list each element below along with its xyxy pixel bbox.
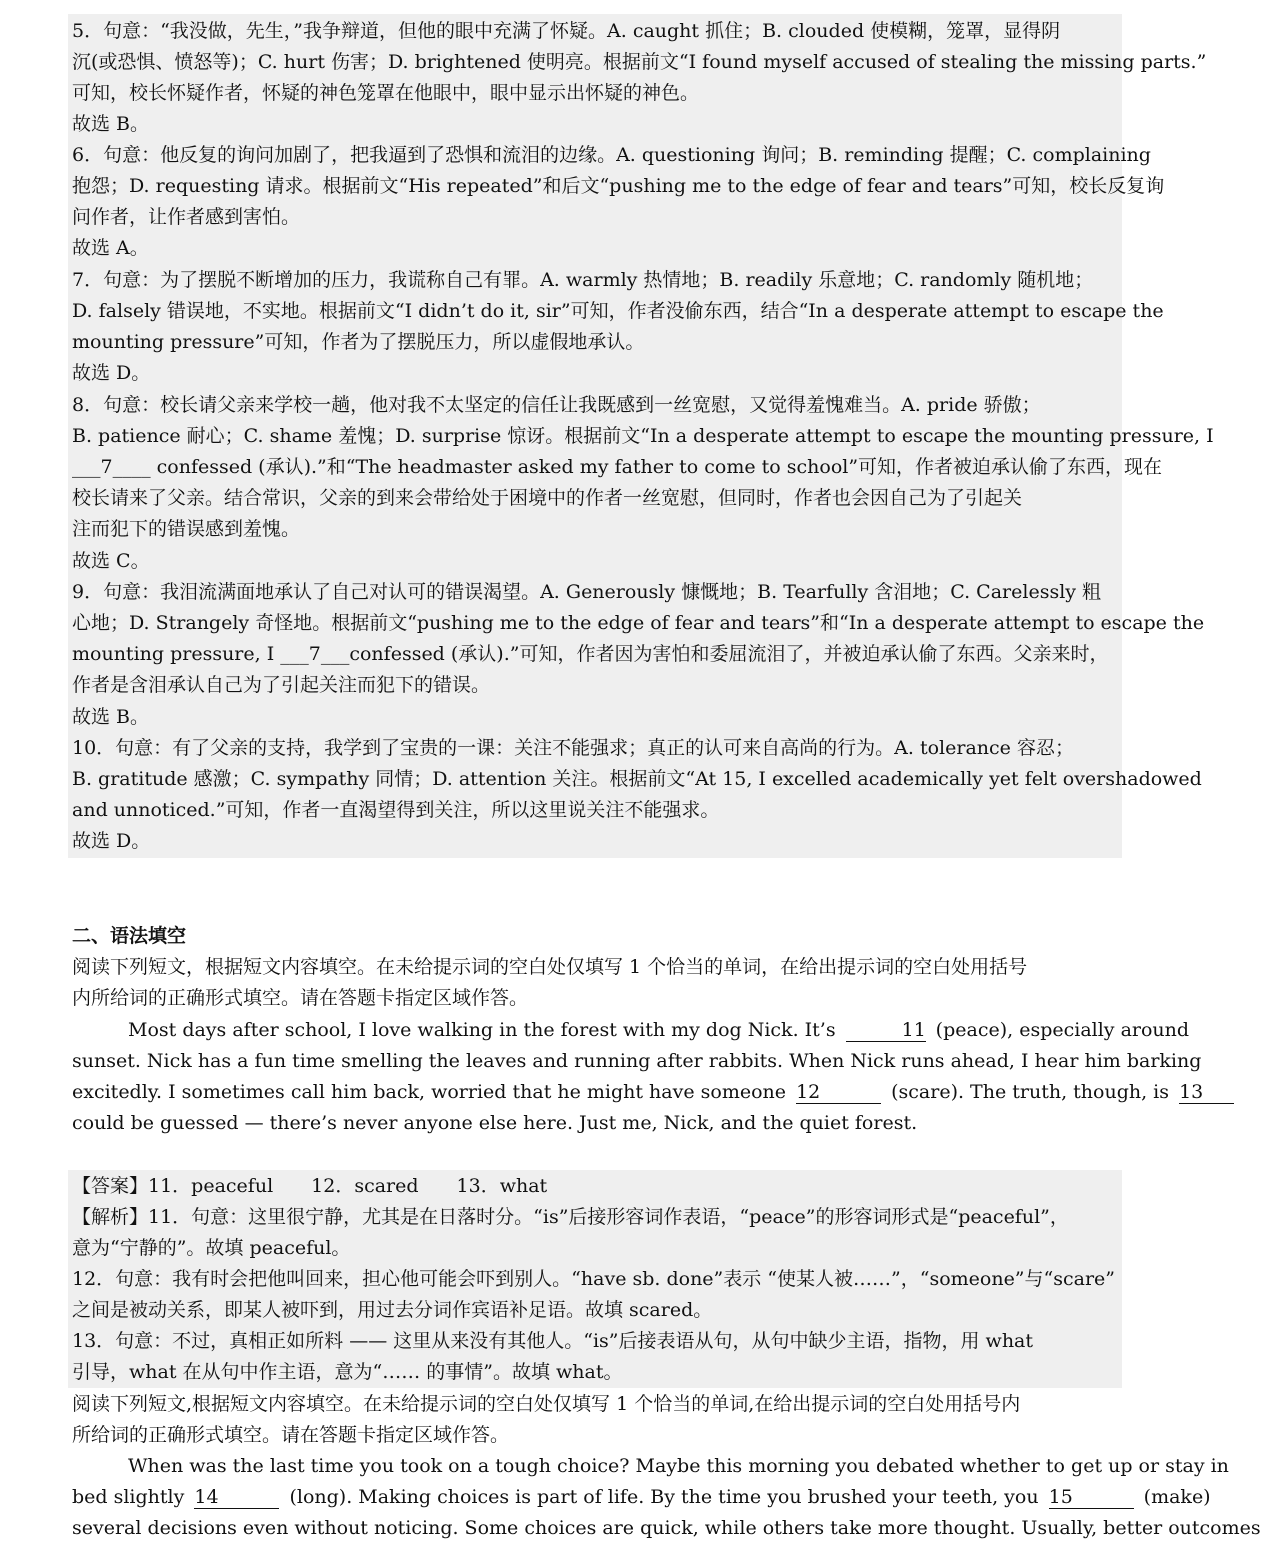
explanation-line: 注而犯下的错误感到羞愧。	[72, 518, 301, 540]
passage-line: When was the last time you took on a tough choice? Maybe this morning you debated whether to get up or stay in	[128, 1455, 1229, 1477]
explanation-line: ___7____ confessed (承认).”和“The headmaster asked my father to come to school”可知，作者被迫承认偷了东西，现在	[72, 456, 1163, 478]
instructions-line: 内所给词的正确形式填空。请在答题卡指定区域作答。	[72, 987, 529, 1009]
blank-14: 14	[194, 1486, 279, 1509]
explanation-line: B. gratitude 感激；C. sympathy 同情；D. attention 关注。根据前文“At 15, I excelled academically yet felt overshadowed	[72, 768, 1202, 790]
passage-line	[72, 1482, 1211, 1513]
passage-text: (long). Making choices is part of life. By the time you brushed your teeth, you	[289, 1486, 1039, 1508]
passage-text: (scare). The truth, though, is	[891, 1081, 1170, 1103]
analysis-line: 13．句意：不过，真相正如所料 —— 这里从来没有其他人。“is”后接表语从句，从句中缺少主语，指物，用 what	[72, 1330, 1034, 1352]
explanation-line: 10．句意：有了父亲的支持，我学到了宝贵的一课：关注不能强求；真正的认可来自高尚的行为。A. tolerance 容忍；	[72, 737, 1074, 759]
answer-choice-line: 故选 D。	[72, 362, 151, 384]
explanation-line: 问作者，让作者感到害怕。	[72, 206, 301, 228]
passage-line: sunset. Nick has a fun time smelling the leaves and running after rabbits. When Nick runs ahead, I hear him barking	[72, 1050, 1202, 1072]
passage-text: (make)	[1143, 1486, 1211, 1508]
explanation-line: and unnoticed.”可知，作者一直渴望得到关注，所以这里说关注不能强求。	[72, 799, 720, 821]
explanation-line: 8．句意：校长请父亲来学校一趟，他对我不太坚定的信任让我既感到一丝宽慰，又觉得羞愧难当。A. pride 骄傲；	[72, 394, 1041, 416]
instructions-line: 阅读下列短文,根据短文内容填空。在未给提示词的空白处仅填写 1 个恰当的单词,在给出提示词的空白处用括号内	[72, 1393, 1021, 1415]
explanation-line: B. patience 耐心；C. shame 羞愧；D. surprise 惊讶。根据前文“In a desperate attempt to escape the mounting pressure, I	[72, 425, 1214, 447]
instructions-line: 所给词的正确形式填空。请在答题卡指定区域作答。	[72, 1424, 510, 1446]
answer-choice-line: 故选 B。	[72, 113, 150, 135]
answer-choice-line: 故选 B。	[72, 706, 150, 728]
answer-choice-line: 故选 A。	[72, 237, 149, 259]
analysis-line: 【解析】11．句意：这里很宁静，尤其是在日落时分。“is”后接形容词作表语，“peace”的形容词形式是“peaceful”，	[72, 1206, 1069, 1228]
blank-15: 15	[1049, 1486, 1134, 1509]
answer-line: 【答案】11．peaceful 12．scared 13．what	[72, 1175, 548, 1197]
blank-13: 13	[1179, 1081, 1234, 1104]
explanation-line: D. falsely 错误地，不实地。根据前文“I didn’t do it, sir”可知，作者没偷东西，结合“In a desperate attempt to escape the	[72, 300, 1164, 322]
explanation-line: 心地；D. Strangely 奇怪地。根据前文“pushing me to the edge of fear and tears”和“In a desperate attempt to escape the	[72, 612, 1205, 634]
passage-text: excitedly. I sometimes call him back, worried that he might have someone	[72, 1081, 787, 1103]
section-heading: 二、语法填空	[72, 925, 187, 947]
explanation-line: 校长请来了父亲。结合常识，父亲的到来会带给处于困境中的作者一丝宽慰，但同时，作者也会因自己为了引起关	[72, 487, 1023, 509]
passage-line	[72, 1077, 1204, 1108]
analysis-line: 之间是被动关系，即某人被吓到，用过去分词作宾语补足语。故填 scared。	[72, 1299, 713, 1321]
answer-choice-line: 故选 D。	[72, 830, 151, 852]
passage-line: could be guessed — there’s never anyone else here. Just me, Nick, and the quiet forest.	[72, 1112, 918, 1134]
analysis-line: 引导，what 在从句中作主语，意为“…… 的事情”。故填 what。	[72, 1361, 623, 1383]
passage-line	[72, 1015, 1190, 1046]
explanation-line: 沉(或恐惧、愤怒等)；C. hurt 伤害；D. brightened 使明亮。根据前文“I found myself accused of stealing the missing parts.”	[72, 51, 1207, 73]
passage-text: bed slightly	[72, 1486, 185, 1508]
passage-text: Most days after school, I love walking in the forest with my dog Nick. It’s	[128, 1019, 836, 1041]
explanation-line: mounting pressure, I ___7___confessed (承认).”可知，作者因为害怕和委屈流泪了，并被迫承认偷了东西。父亲来时，	[72, 643, 1109, 665]
answer-choice-line: 故选 C。	[72, 550, 150, 572]
instructions-line: 阅读下列短文，根据短文内容填空。在未给提示词的空白处仅填写 1 个恰当的单词，在给出提示词的空白处用括号	[72, 956, 1028, 978]
explanation-line: mounting pressure”可知，作者为了摆脱压力，所以虚假地承认。	[72, 331, 645, 353]
analysis-line: 12．句意：我有时会把他叫回来，担心他可能会吓到别人。“have sb. done”表示 “使某人被……”，“someone”与“scare”	[72, 1268, 1115, 1290]
explanation-line: 可知，校长怀疑作者，怀疑的神色笼罩在他眼中，眼中显示出怀疑的神色。	[72, 82, 700, 104]
explanation-line: 抱怨；D. requesting 请求。根据前文“His repeated”和后文“pushing me to the edge of fear and tears”可知，校长反复询	[72, 175, 1165, 197]
blank-11: 11	[846, 1019, 926, 1042]
passage-line: several decisions even without noticing. Some choices are quick, while others take more thought. Usually, better outcomes	[72, 1517, 1261, 1539]
passage-text: (peace), especially around	[935, 1019, 1190, 1041]
blank-12: 12	[796, 1081, 881, 1104]
explanation-line: 作者是含泪承认自己为了引起关注而犯下的错误。	[72, 674, 491, 696]
explanation-line: 5．句意：“我没做，先生，”我争辩道，但他的眼中充满了怀疑。A. caught 抓住；B. clouded 使模糊，笼罩，显得阴	[72, 20, 1061, 42]
explanation-line: 6．句意：他反复的询问加剧了，把我逼到了恐惧和流泪的边缘。A. questioning 询问；B. reminding 提醒；C. complaining	[72, 144, 1151, 166]
explanation-line: 7．句意：为了摆脱不断增加的压力，我谎称自己有罪。A. warmly 热情地；B. readily 乐意地；C. randomly 随机地；	[72, 269, 1094, 291]
explanation-line: 9．句意：我泪流满面地承认了自己对认可的错误渴望。A. Generously 慷慨地；B. Tearfully 含泪地；C. Carelessly 粗	[72, 581, 1102, 603]
analysis-line: 意为“宁静的”。故填 peaceful。	[72, 1237, 351, 1259]
